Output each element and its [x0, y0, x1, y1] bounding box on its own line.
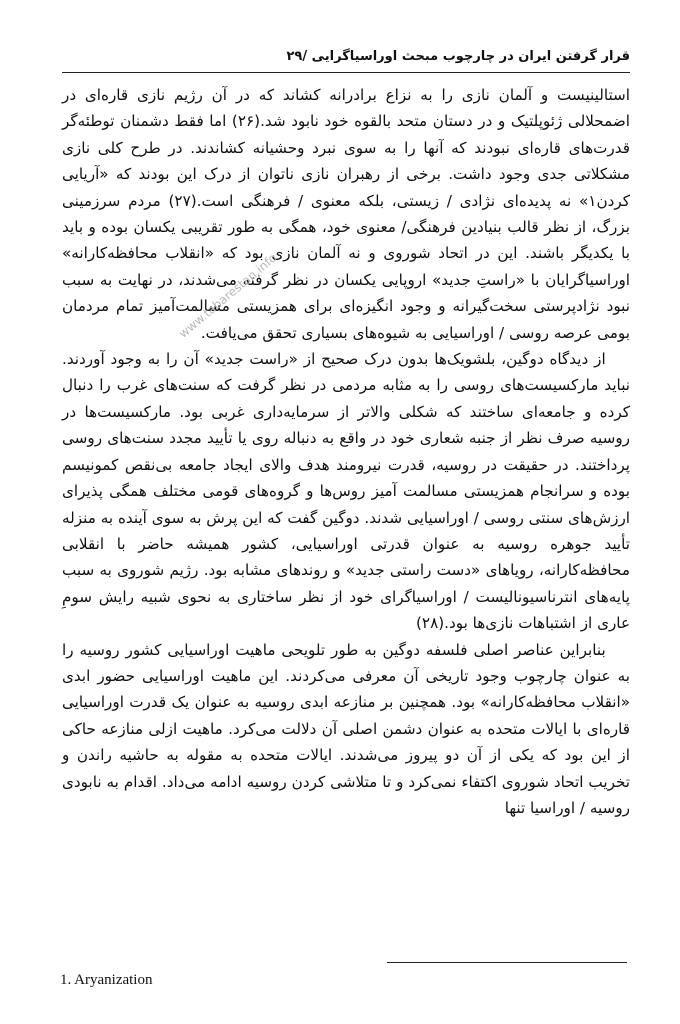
header-divider: [62, 72, 630, 73]
watermark: www.tabarestan.info: [176, 250, 280, 341]
footnote: 1. Aryanization: [60, 972, 153, 988]
paragraph-3: بنابراین عناصر اصلی فلسفه دوگین به طور تلویحی ماهیت اوراسیایی کشور روسیه را به عنوان چارچوب وجود تاریخی آن معرفی می‌کردند. این ماهیت اوراسیایی حضور ابدی «انقلاب محافظه‌کارانه» بود. همچنین بر منازعه ابدی روسیه به عنوان یک قدرت اوراسیایی قاره‌ای با ایالات متحده به عنوان دشمن اصلی آن دلالت می‌کرد. ماهیت ازلی منازعه حاکی از این بود که یکی از آن دو پیروز می‌شدند. ایالات متحده به مقوله به حاشیه راندن و تخریب اتحاد شوروی اکتفاء نمی‌کرد و تا متلاشی کردن روسیه ادامه می‌داد. اقدام به نابودی روسیه / اوراسیا تنها: [62, 640, 630, 817]
paragraph-2: از دیدگاه دوگین، بلشویک‌ها بدون درک صحیح از «راست جدید» آن را به وجود آوردند. نباید مارکسیست‌های روسی را به مثابه مردمی در نظر گرفت که سنت‌های غرب را دنبال کرده و جامعه‌ای ساختند که شکلی والاتر از سرمایه‌داری غربی بود. مارکسیست‌ها در روسیه صرف نظر از جنبه شعاری خود در واقع به دنباله روی یا تأیید مجدد سنت‌های روسی پرداختند. در حقیقت در روسیه، قدرت نیرومند هدف والای ایجاد جامعه بی‌نقص کمونیسم بوده و سرانجام همزیستی مسالمت آمیز روس‌ها و گروه‌های قومی مختلف همگی پذیرای ارزش‌های سنتی روسی / اوراسیایی شدند. دوگین گفت که این پرش به سوی آینده به منزله تأیید جوهره روسیه به عنوان قدرتی اوراسیایی، کشور همیشه حاضر با انقلابی محافظه‌کارانه، رویاهای «دست راستی جدید» و روندهای مشابه بود. رژیم شوروی به سبب پایه‌های انترناسیونالیست / اوراسیاگرای خود از نظر ساختاری به نحوی شبیه رایش سومِ عاری از اشتباهات نازی‌ها بود.(۲۸): [62, 350, 630, 633]
body-text: [62, 82, 630, 821]
running-header: قرار گرفتن ایران در چارچوب مبحث اوراسیاگرایی /۲۹: [286, 49, 630, 64]
paragraph-1: استالینیست و آلمان نازی را به نزاع برادرانه کشاند که در آن رژیم نازی قاره‌ای در اضمحلالی ژئوپلتیک و در دستان متحد بالقوه خود نابود شد.(۲۶) اما فقط دشمنان توطئه‌گر قدرت‌های قاره‌ای نبودند که آنها را به سوی نبرد وحشیانه کشاندند. در طرح کلی نازی مشکلاتی جدی وجود داشت. برخی از رهبران نازی ناتوان از درک این بودند که «آریایی کردن۱» نه پدیده‌ای نژادی / زیستی، بلکه معنوی / فرهنگی است.(۲۷) مردم سرزمینی بزرگ، از نظر قالب بنیادین فرهنگی/ معنوی خود، همگی به طور تقریبی یکسان بوده و باید با یکدیگر باشند. این در اتحاد شوروی و نه آلمان نازی بود که «انقلاب محافظه‌کارانه» اوراسیاگرایان با «راستِ جدید» اروپایی یکسان در نظر گرفته می‌شدند، در نهایت به سبب نبود نژادپرستی سخت‌گیرانه و وجود انگیزه‌ای برای همزیستی مسالمت‌آمیز تمام مردمان بومی عرصه روسی / اوراسیایی به شیوه‌های بسیاری تحقق می‌یافت.: [62, 86, 630, 342]
footnote-divider: [387, 962, 627, 963]
